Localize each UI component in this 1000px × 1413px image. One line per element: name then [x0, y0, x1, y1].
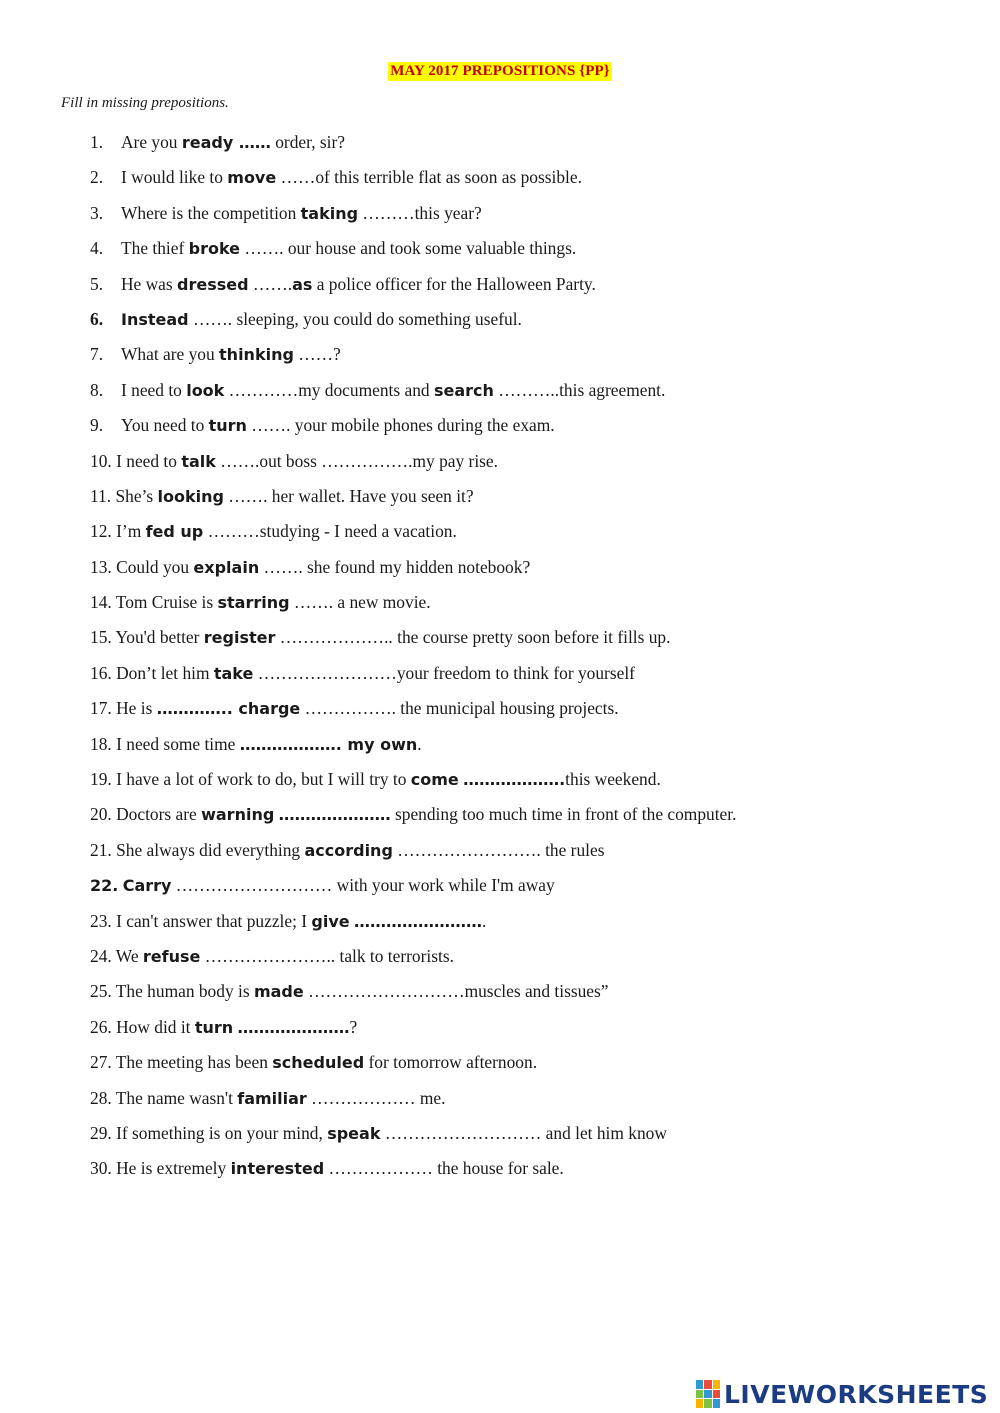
text-fragment: Tom Cruise is [115, 592, 218, 613]
question-text [90, 1121, 667, 1146]
text-fragment: What are you [121, 344, 220, 365]
text-fragment: How did it [116, 1016, 195, 1037]
question-number: 5. [90, 273, 104, 294]
question-number: 18. [90, 733, 112, 754]
text-fragment: ……. a new movie. [289, 592, 431, 613]
key-word: ………………. [463, 770, 566, 790]
question-item [90, 165, 950, 200]
question-item [90, 130, 950, 165]
question-item [90, 590, 950, 625]
question-item [90, 625, 950, 660]
question-item [90, 519, 950, 554]
text-fragment: ? [349, 1016, 358, 1037]
liveworksheets-logo [696, 1379, 988, 1409]
key-word: familiar [237, 1088, 307, 1108]
question-number: 26. [90, 1016, 112, 1037]
key-word: move [227, 168, 277, 188]
key-word: interested [230, 1159, 325, 1179]
question-item [90, 484, 950, 519]
key-word: talk [181, 451, 216, 471]
question-text [121, 236, 576, 261]
text-fragment: ……………. the municipal housing projects. [300, 698, 619, 719]
question-item [90, 802, 950, 837]
question-text [90, 838, 604, 863]
key-word: search [433, 380, 494, 400]
key-word: take [213, 663, 254, 683]
question-number: 28. [90, 1087, 112, 1108]
question-item [90, 272, 950, 307]
question-number: 16. [90, 662, 112, 683]
text-fragment: . [482, 910, 487, 931]
text-fragment: ……. her wallet. Have you seen it? [223, 485, 474, 506]
question-number: 23. [90, 910, 112, 931]
key-word: speak [327, 1123, 381, 1143]
question-number: 6. [90, 308, 104, 329]
text-fragment: I’m [116, 521, 146, 542]
key-word: made [253, 982, 304, 1002]
question-number: 20. [90, 804, 112, 825]
text-fragment: You'd better [115, 627, 204, 648]
question-text [90, 1015, 357, 1040]
key-word: give [311, 911, 350, 931]
text-fragment: She’s [115, 485, 158, 506]
text-fragment: If something is on your mind, [116, 1122, 328, 1143]
key-word: according [304, 840, 393, 860]
question-number: 22. [90, 876, 119, 896]
question-text [90, 732, 422, 757]
text-fragment: ……. she found my hidden notebook? [259, 556, 531, 577]
question-text [121, 201, 482, 226]
question-number: 30. [90, 1158, 112, 1179]
key-word: scheduled [272, 1053, 365, 1073]
text-fragment: ………studying - I need a vacation. [203, 521, 457, 542]
question-text [121, 307, 522, 332]
question-item [90, 1015, 950, 1050]
question-item [90, 378, 950, 413]
question-number: 13. [90, 556, 112, 577]
key-word: come [410, 770, 459, 790]
key-word: turn [208, 416, 247, 436]
text-fragment: for tomorrow afternoon. [364, 1052, 538, 1073]
logo-grid-icon [696, 1380, 720, 1408]
question-text [90, 625, 670, 650]
question-item [90, 696, 950, 731]
question-item [90, 1156, 950, 1191]
text-fragment: The thief [121, 238, 189, 259]
question-text [90, 979, 609, 1004]
question-text [90, 1050, 537, 1075]
question-number: 7. [90, 344, 104, 365]
key-word: looking [157, 486, 224, 506]
text-fragment: . [417, 733, 422, 754]
question-item [90, 413, 950, 448]
question-number: 12. [90, 521, 112, 542]
key-word: …………………… [354, 911, 482, 931]
text-fragment: ……………….. the course pretty soon before it fills up. [275, 627, 671, 648]
text-fragment: ……. your mobile phones during the exam. [246, 415, 555, 436]
question-number: 15. [90, 627, 112, 648]
text-fragment: You need to [121, 415, 209, 436]
question-text [90, 909, 486, 934]
question-number: 21. [90, 839, 112, 860]
question-text [121, 272, 596, 297]
key-word: look [186, 380, 225, 400]
question-text [90, 449, 498, 474]
text-fragment: …….out boss …………….my pay rise. [215, 450, 498, 471]
text-fragment: order, sir? [270, 132, 346, 152]
question-item [90, 1121, 950, 1156]
text-fragment: He is extremely [116, 1158, 231, 1179]
question-item [90, 555, 950, 590]
key-word: as [292, 274, 313, 294]
text-fragment: He is [116, 698, 157, 719]
key-word: ………………. my own [239, 734, 418, 754]
question-item [90, 201, 950, 236]
question-number: 27. [90, 1052, 112, 1073]
text-fragment: ……. sleeping, you could do something useful. [188, 308, 522, 329]
question-text [90, 519, 457, 544]
text-fragment: We [115, 945, 143, 966]
question-number: 3. [90, 202, 104, 223]
text-fragment: ……………… me. [306, 1087, 446, 1108]
question-item [90, 944, 950, 979]
question-text [90, 590, 431, 615]
question-item [90, 873, 950, 908]
text-fragment: ……………… the house for sale. [324, 1158, 564, 1179]
text-fragment: spending too much time in front of the computer. [390, 804, 737, 825]
text-fragment: ……………………… with your work while I'm away [171, 875, 555, 896]
text-fragment: ……of this terrible flat as soon as possible. [276, 167, 582, 188]
text-fragment: ………..this agreement. [493, 379, 666, 400]
question-text [121, 342, 341, 367]
question-text [90, 484, 474, 509]
key-word: Instead [121, 309, 189, 329]
logo-text: LIVEWORKSHEETS [724, 1379, 989, 1409]
key-word: starring [217, 593, 290, 613]
text-fragment: Are you [121, 132, 182, 152]
question-number: 19. [90, 769, 112, 790]
question-text [90, 661, 635, 686]
question-item [90, 342, 950, 377]
question-number: 14. [90, 592, 112, 613]
text-fragment: Don’t let him [116, 662, 214, 683]
question-number: 2. [90, 167, 104, 188]
question-item [90, 838, 950, 873]
question-item [90, 449, 950, 484]
title-container [0, 60, 1000, 81]
question-text [90, 802, 736, 827]
text-fragment: I can't answer that puzzle; I [116, 910, 312, 931]
text-fragment: The meeting has been [115, 1052, 273, 1073]
text-fragment: ………this year? [358, 202, 482, 223]
key-word: ………………… [278, 805, 391, 825]
text-fragment: I need to [121, 379, 187, 400]
text-fragment: Where is the competition [121, 202, 301, 223]
text-fragment: I need to [116, 450, 182, 471]
question-number: 1. [90, 132, 104, 152]
key-word: register [203, 628, 276, 648]
text-fragment: The name wasn't [115, 1087, 238, 1108]
question-text [90, 767, 661, 792]
question-item [90, 1050, 950, 1085]
question-number: 29. [90, 1122, 112, 1143]
text-fragment: I have a lot of work to do, but I will try to [116, 769, 411, 790]
key-word: taking [300, 203, 359, 223]
question-text [90, 944, 454, 969]
text-fragment: Could you [116, 556, 194, 577]
text-fragment: ……? [293, 344, 341, 365]
text-fragment: Doctors are [116, 804, 202, 825]
question-number: 25. [90, 981, 112, 1002]
question-list [90, 130, 950, 1192]
instruction-text: Fill in missing prepositions. [61, 95, 229, 111]
question-item [90, 909, 950, 944]
key-word: dressed [177, 274, 249, 294]
question-number: 4. [90, 238, 104, 259]
question-text [121, 378, 665, 403]
text-fragment: ……………………… and let him know [380, 1122, 667, 1143]
question-item [90, 307, 950, 342]
question-number: 10. [90, 450, 112, 471]
text-fragment: …………my documents and [224, 379, 434, 400]
text-fragment: ……. our house and took some valuable things. [240, 238, 577, 259]
text-fragment: this weekend. [565, 769, 661, 790]
question-number: 17. [90, 698, 112, 719]
text-fragment: ……………………your freedom to think for yourself [253, 662, 635, 683]
question-text [90, 1086, 445, 1111]
key-word: explain [193, 557, 260, 577]
question-text [90, 873, 555, 898]
text-fragment: a police officer for the Halloween Party. [312, 273, 596, 294]
text-fragment: I need some time [116, 733, 240, 754]
question-item [90, 732, 950, 767]
text-fragment: The human body is [115, 981, 254, 1002]
text-fragment: ……………………. the rules [392, 839, 605, 860]
key-word: turn [194, 1017, 234, 1037]
key-word: warning [201, 805, 275, 825]
question-item [90, 979, 950, 1014]
key-word: refuse [142, 946, 201, 966]
question-item [90, 1086, 950, 1121]
question-number: 8. [90, 379, 104, 400]
question-text [121, 165, 582, 190]
key-word: fed up [145, 522, 204, 542]
key-word: thinking [219, 345, 294, 365]
question-text [90, 555, 530, 580]
text-fragment: She always did everything [116, 839, 305, 860]
question-number: 11. [90, 485, 112, 506]
text-fragment: ………………….. talk to terrorists. [200, 945, 454, 966]
question-text [121, 130, 345, 155]
worksheet-title: MAY 2017 PREPOSITIONS {PP} [390, 63, 610, 79]
text-fragment: ………………………muscles and tissues” [303, 981, 609, 1002]
question-text [90, 1156, 564, 1181]
question-text [121, 413, 555, 438]
key-word: ………….. charge [156, 699, 301, 719]
text-fragment: ……. [248, 273, 293, 294]
key-word: ready …… [181, 133, 271, 152]
question-text [90, 696, 619, 721]
text-fragment: I would like to [121, 167, 228, 188]
key-word: ………………… [237, 1017, 350, 1037]
question-item [90, 767, 950, 802]
key-word: broke [188, 239, 241, 259]
question-item [90, 236, 950, 271]
text-fragment: He was [121, 273, 178, 294]
question-item [90, 661, 950, 696]
question-number: 9. [90, 415, 104, 436]
key-word: Carry [122, 876, 172, 896]
question-number: 24. [90, 945, 112, 966]
